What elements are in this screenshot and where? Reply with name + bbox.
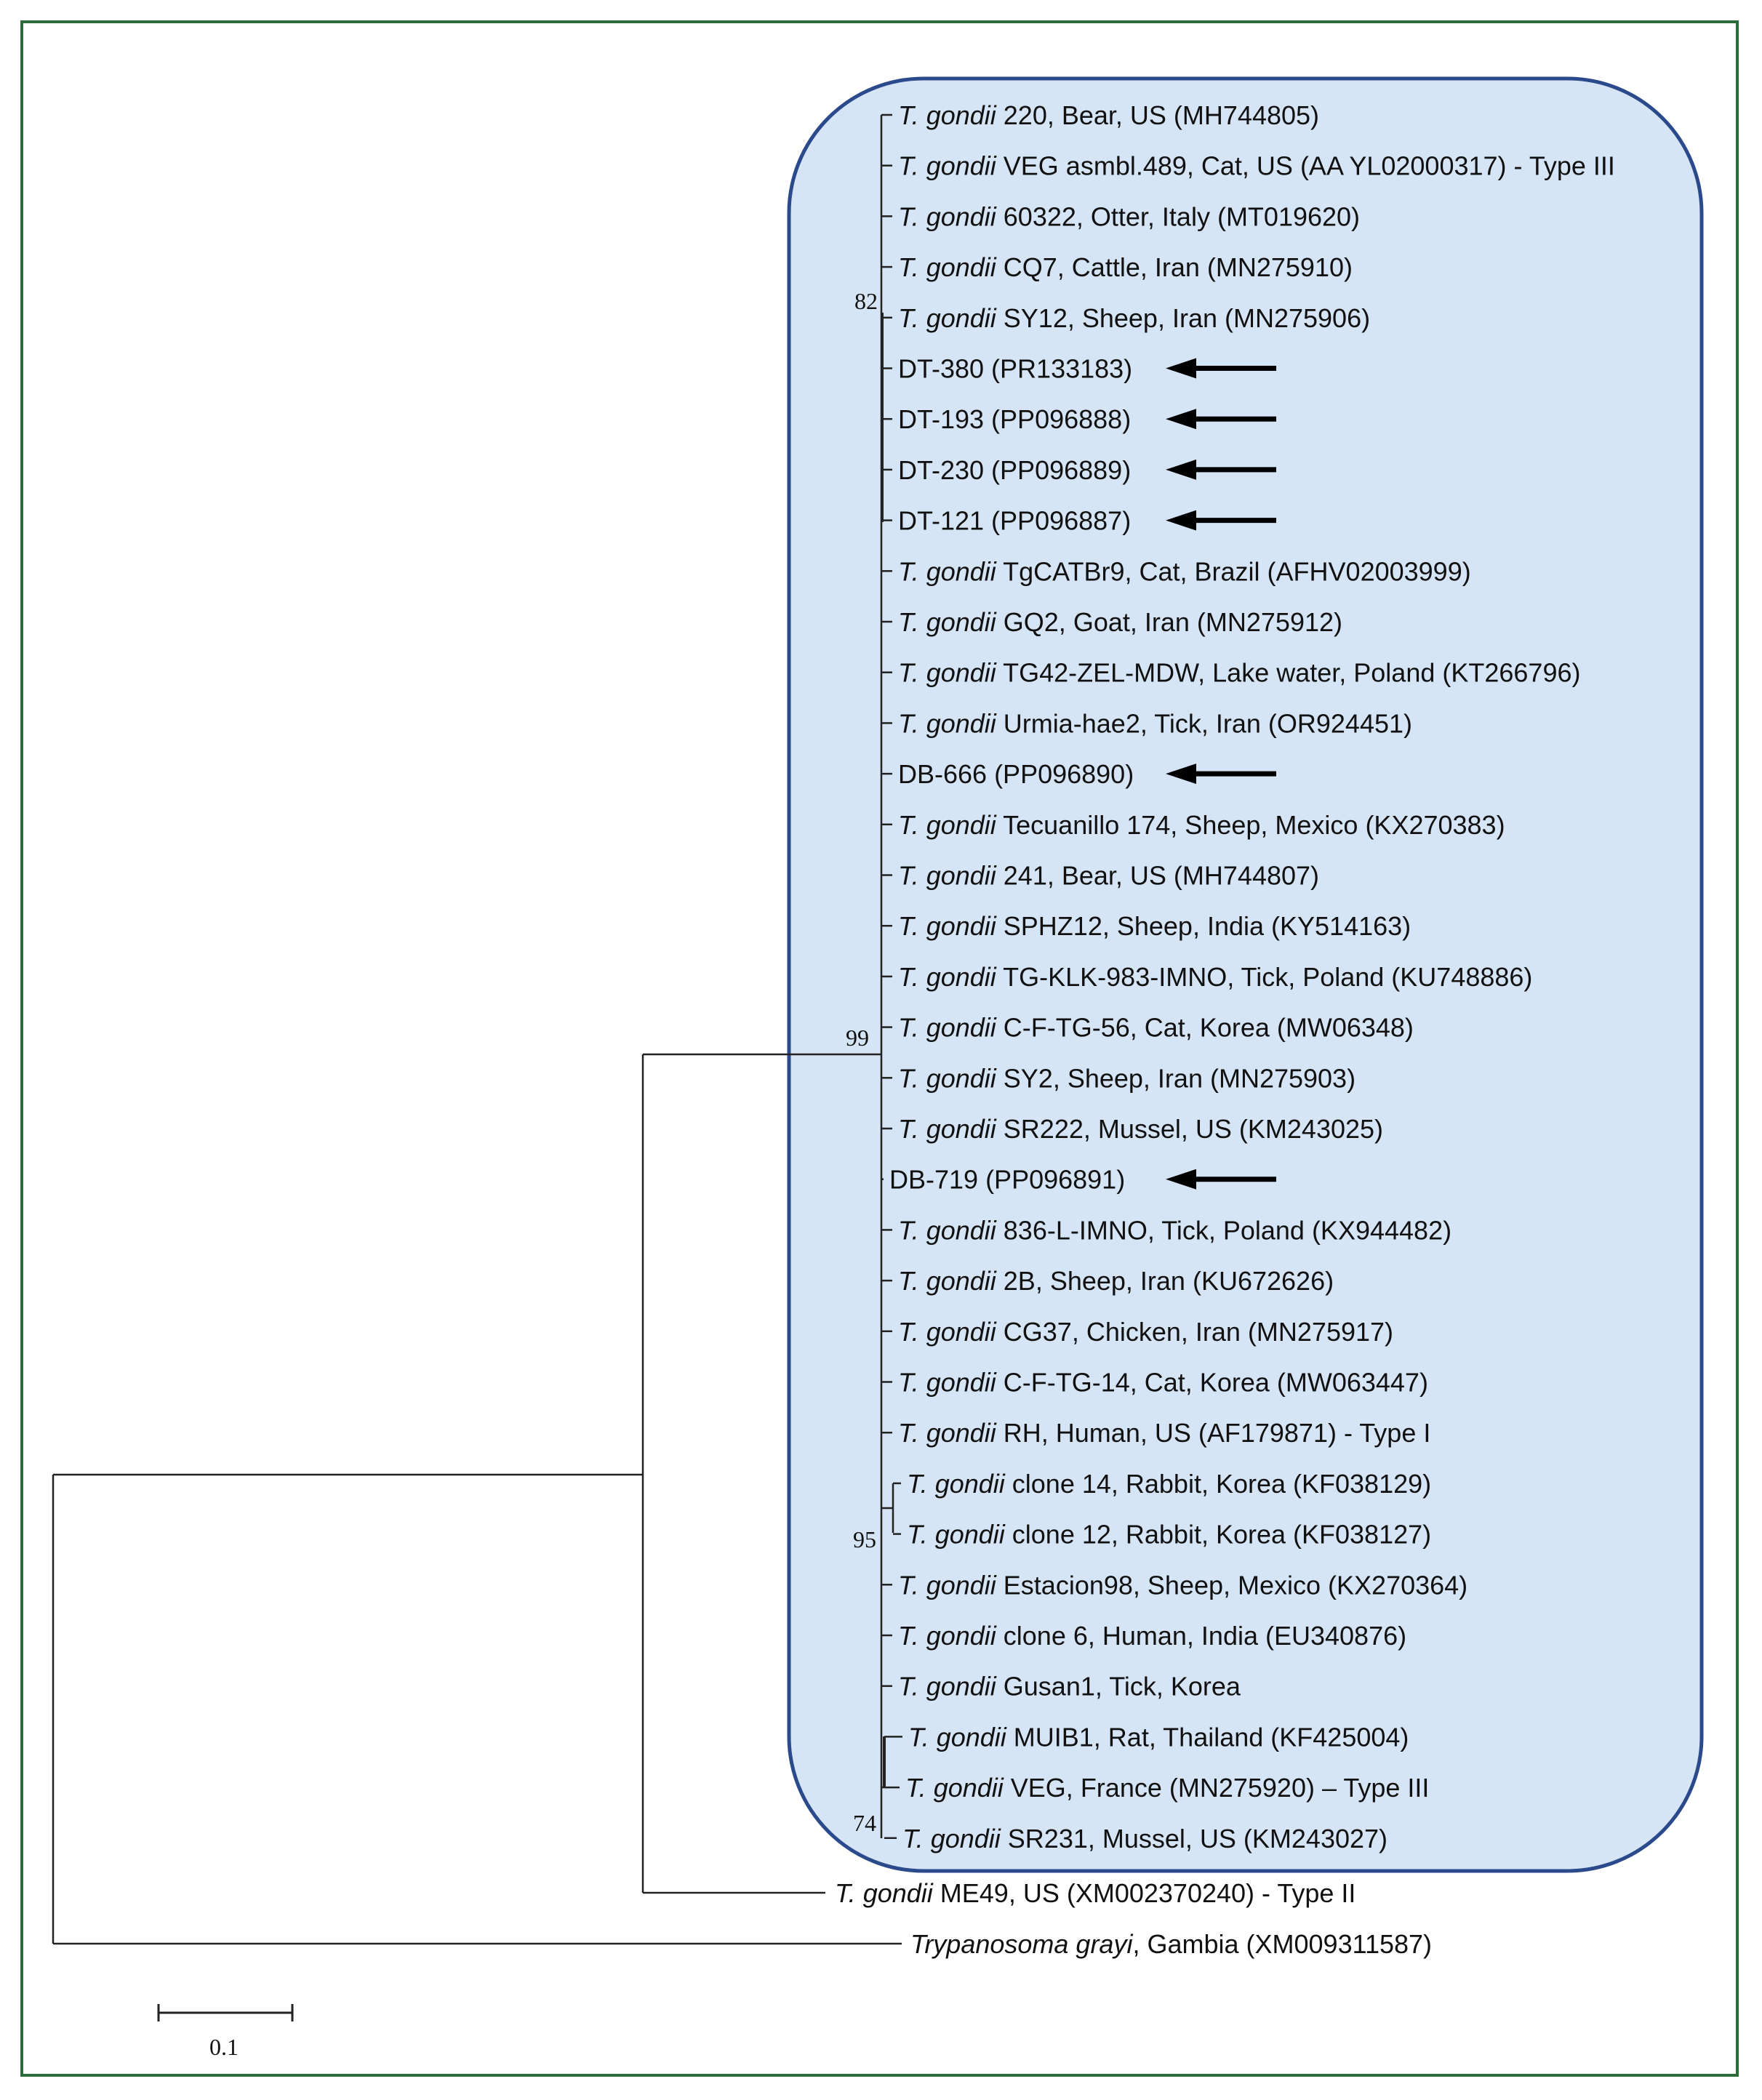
taxon-label	[898, 1266, 1334, 1296]
taxon-detail: RH, Human, US (AF179871) - Type I	[996, 1418, 1431, 1448]
taxon-detail: SY12, Sheep, Iran (MN275906)	[996, 302, 1371, 333]
taxon-species: T. gondii	[898, 1215, 996, 1246]
taxon-label	[898, 1013, 1414, 1043]
scale-bar-label: 0.1	[209, 2034, 239, 2060]
taxon-species: T. gondii	[898, 556, 996, 587]
bootstrap-95: 95	[853, 1526, 876, 1552]
taxon-label	[898, 1621, 1406, 1651]
taxon-detail: Urmia-hae2, Tick, Iran (OR924451)	[996, 708, 1413, 739]
outgroup-trypanosoma-text: , Gambia (XM009311587)	[1132, 1929, 1433, 1959]
taxon-species: T. gondii	[898, 1063, 996, 1094]
taxon-detail: 220, Bear, US (MH744805)	[996, 100, 1320, 130]
taxon-label	[898, 151, 1615, 181]
taxon-detail: GQ2, Goat, Iran (MN275912)	[996, 607, 1342, 637]
outgroup-me49-text: ME49, US (XM002370240) - Type II	[932, 1878, 1356, 1908]
taxon-species: T. gondii	[905, 1773, 1004, 1803]
taxon-detail: 2B, Sheep, Iran (KU672626)	[996, 1266, 1334, 1297]
taxon-detail: Tecuanillo 174, Sheep, Mexico (KX270383)	[996, 809, 1505, 840]
taxon-species: T. gondii	[898, 1316, 996, 1347]
taxon-detail: VEG asmbl.489, Cat, US (AA YL02000317) - Type III	[996, 151, 1615, 181]
taxon-detail: DB-666 (PP096890)	[898, 759, 1134, 790]
taxon-species: T. gondii	[898, 657, 996, 688]
taxon-label	[898, 861, 1319, 891]
outgroup-me49-label	[835, 1878, 1355, 1908]
taxon-detail: clone 12, Rabbit, Korea (KF038127)	[1004, 1519, 1432, 1550]
taxon-species: T. gondii	[898, 1012, 996, 1043]
taxon-species: T. gondii	[898, 961, 996, 992]
bootstrap-74: 74	[853, 1810, 876, 1836]
taxon-detail: CG37, Chicken, Iran (MN275917)	[996, 1316, 1394, 1347]
taxon-label	[898, 911, 1411, 941]
taxon-label	[898, 201, 1360, 231]
taxon-label	[898, 252, 1353, 282]
taxon-detail: DT-230 (PP096889)	[898, 454, 1132, 485]
taxon-species: T. gondii	[898, 809, 996, 840]
taxon-species: T. gondii	[898, 1621, 996, 1651]
taxon-species: T. gondii	[898, 911, 996, 942]
outgroup-trypanosoma-label	[910, 1929, 1432, 1959]
taxon-label	[898, 962, 1532, 992]
taxon-detail: SR222, Mussel, US (KM243025)	[996, 1114, 1384, 1144]
taxon-detail: DT-121 (PP096887)	[898, 505, 1132, 536]
taxon-species: T. gondii	[902, 1823, 1001, 1853]
taxon-label	[898, 1672, 1241, 1702]
bootstrap-99: 99	[846, 1025, 869, 1051]
taxon-species: T. gondii	[898, 302, 996, 333]
taxon-label	[898, 455, 1131, 485]
taxon-label	[898, 810, 1505, 840]
taxon-label	[908, 1722, 1409, 1752]
taxon-label	[898, 1114, 1383, 1144]
bootstrap-82: 82	[854, 288, 878, 314]
taxon-label	[898, 1215, 1451, 1245]
taxon-species: T. gondii	[908, 1722, 1006, 1752]
taxon-species: T. gondii	[898, 708, 996, 739]
taxon-detail: MUIB1, Rat, Thailand (KF425004)	[1006, 1722, 1409, 1752]
taxon-label	[898, 100, 1319, 130]
taxon-label	[905, 1773, 1429, 1803]
taxon-species: T. gondii	[898, 1570, 996, 1600]
outgroup-me49-italic: T. gondii	[835, 1878, 933, 1908]
taxon-detail: SPHZ12, Sheep, India (KY514163)	[996, 911, 1411, 942]
taxon-detail: 241, Bear, US (MH744807)	[996, 860, 1320, 891]
taxon-species: T. gondii	[907, 1519, 1005, 1550]
taxon-species: T. gondii	[898, 1418, 996, 1448]
taxon-label	[898, 404, 1131, 434]
outgroup-trypanosoma-italic: Trypanosoma grayi	[910, 1929, 1133, 1959]
tree-branches	[53, 115, 902, 1944]
taxon-detail: 836-L-IMNO, Tick, Poland (KX944482)	[996, 1215, 1452, 1246]
taxon-label	[898, 354, 1132, 384]
taxon-species: T. gondii	[898, 252, 996, 283]
taxon-species: T. gondii	[898, 1266, 996, 1297]
taxon-label	[898, 1368, 1428, 1398]
taxon-detail: clone 14, Rabbit, Korea (KF038129)	[1004, 1468, 1432, 1499]
taxon-detail: DB-719 (PP096891)	[889, 1164, 1126, 1195]
taxon-detail: SR231, Mussel, US (KM243027)	[1000, 1823, 1388, 1853]
taxon-label	[898, 303, 1370, 333]
taxon-label	[898, 506, 1131, 536]
taxon-species: T. gondii	[907, 1468, 1005, 1499]
taxon-label	[898, 1063, 1355, 1093]
taxon-species: T. gondii	[898, 151, 996, 181]
taxon-label	[889, 1165, 1125, 1195]
taxon-label	[898, 708, 1412, 738]
taxon-label	[907, 1520, 1431, 1550]
taxon-species: T. gondii	[898, 100, 996, 130]
taxon-label	[898, 1418, 1430, 1448]
taxon-detail: VEG, France (MN275920) – Type III	[1003, 1773, 1430, 1803]
taxon-label	[898, 1570, 1467, 1600]
taxon-detail: TgCATBr9, Cat, Brazil (AFHV02003999)	[996, 556, 1471, 587]
taxon-species: T. gondii	[898, 1114, 996, 1144]
taxon-label	[898, 658, 1580, 688]
taxon-label	[902, 1824, 1387, 1853]
taxon-detail: Gusan1, Tick, Korea	[996, 1671, 1241, 1702]
taxon-label	[898, 607, 1342, 637]
taxon-detail: TG42-ZEL-MDW, Lake water, Poland (KT266796)	[996, 657, 1581, 688]
taxon-species: T. gondii	[898, 201, 996, 232]
taxon-detail: TG-KLK-983-IMNO, Tick, Poland (KU748886)	[996, 961, 1533, 992]
taxon-species: T. gondii	[898, 860, 996, 891]
taxon-detail: SY2, Sheep, Iran (MN275903)	[996, 1063, 1356, 1094]
taxon-label	[898, 759, 1134, 789]
taxon-detail: Estacion98, Sheep, Mexico (KX270364)	[996, 1570, 1468, 1600]
taxon-species: T. gondii	[898, 1671, 996, 1702]
taxon-detail: clone 6, Human, India (EU340876)	[996, 1621, 1407, 1651]
taxon-detail: DT-380 (PR133183)	[898, 353, 1133, 384]
taxon-detail: DT-193 (PP096888)	[898, 404, 1132, 435]
taxon-detail: C-F-TG-56, Cat, Korea (MW06348)	[996, 1012, 1414, 1043]
taxon-detail: C-F-TG-14, Cat, Korea (MW063447)	[996, 1367, 1428, 1398]
taxon-detail: 60322, Otter, Italy (MT019620)	[996, 201, 1361, 232]
taxon-label	[907, 1469, 1431, 1499]
taxon-label	[898, 556, 1471, 586]
taxon-species: T. gondii	[898, 1367, 996, 1398]
taxon-label	[898, 1317, 1393, 1347]
taxon-species: T. gondii	[898, 607, 996, 637]
scale-bar	[159, 2004, 292, 2060]
taxon-detail: CQ7, Cattle, Iran (MN275910)	[996, 252, 1353, 283]
